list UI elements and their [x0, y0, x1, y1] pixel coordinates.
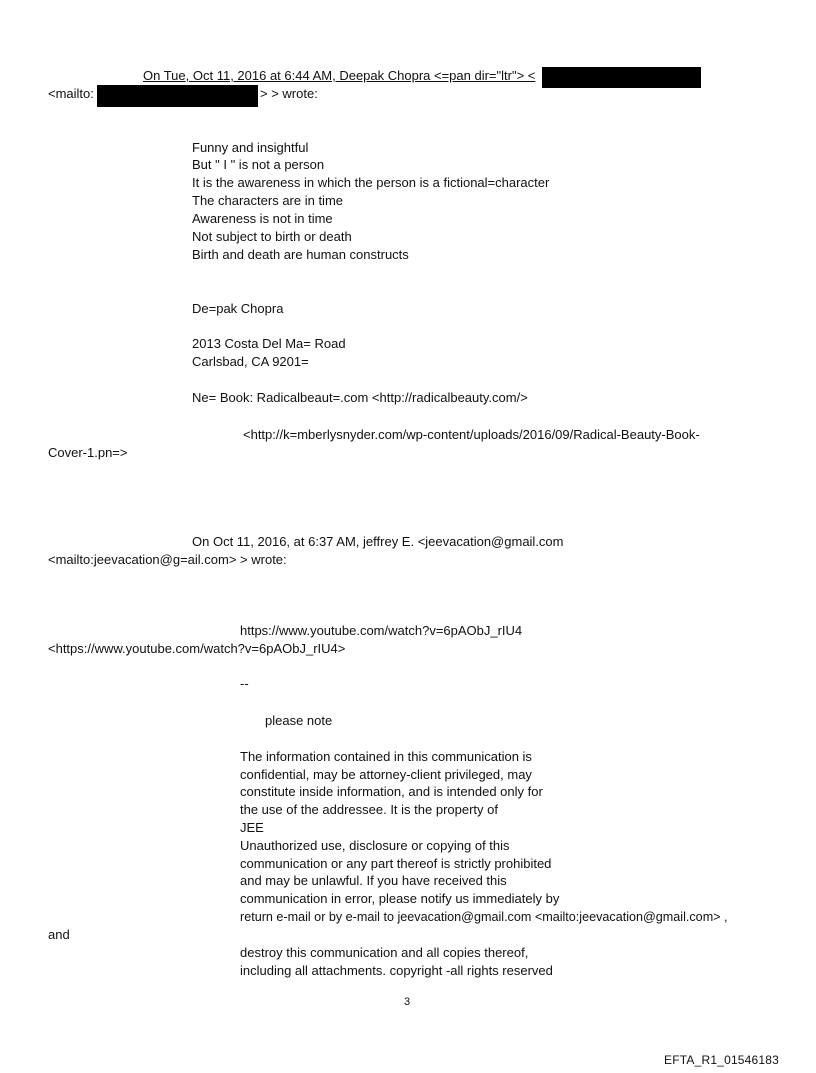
notice-line: constitute inside information, and is intended only for: [240, 784, 543, 799]
notice-line: Unauthorized use, disclosure or copying of this: [240, 838, 510, 853]
page-number: 3: [404, 996, 411, 1008]
document-id: EFTA_R1_01546183: [664, 1053, 780, 1067]
signature-address-2: Carlsbad, CA 9201=: [192, 354, 309, 369]
youtube-link: https://www.youtube.com/watch?v=6pAObJ_rIU4: [240, 623, 523, 638]
header1-wrote: > > wrote:: [260, 86, 318, 101]
signature-separator: --: [240, 676, 249, 691]
quote-line: The characters are in time: [192, 193, 344, 208]
youtube-link-bracketed: <https://www.youtube.com/watch?v=6pAObJ_rIU4>: [48, 641, 346, 656]
header2-line-2: <mailto:jeevacation@g=ail.com> > wrote:: [48, 552, 287, 567]
signature-address-1: 2013 Costa Del Ma= Road: [192, 336, 346, 351]
quote-line: Funny and insightful: [192, 140, 309, 155]
notice-line: The information contained in this communication is: [240, 749, 532, 764]
header1-mailto-prefix: <mailto:: [48, 86, 94, 101]
notice-line: and may be unlawful. If you have received this: [240, 873, 507, 888]
quote-line: Not subject to birth or death: [192, 229, 352, 244]
notice-line: confidential, may be attorney-client privileged, may: [240, 767, 532, 782]
signature-image-url: <http://k=mberlysnyder.com/wp-content/uploads/2016/09/Radical-Beauty-Book-: [243, 427, 700, 442]
please-note: please note: [265, 713, 333, 728]
header2-line-1: On Oct 11, 2016, at 6:37 AM, jeffrey E. <jeevacation@gmail.com: [192, 534, 564, 549]
quote-line: But " I " is not a person: [192, 157, 325, 172]
quote-line: Birth and death are human constructs: [192, 247, 409, 262]
notice-and: and: [48, 927, 70, 942]
notice-line: communication in error, please notify us immediately by: [240, 891, 560, 906]
notice-line: return e-mail or by e-mail to jeevacation@gmail.com <mailto:jeevacation@gmail.com> ,: [240, 910, 728, 924]
header1-on-line: [143, 68, 535, 84]
quote-line: It is the awareness in which the person is a fictional=character: [192, 175, 550, 190]
notice-line: the use of the addressee. It is the property of: [240, 802, 498, 817]
signature-book: Ne= Book: Radicalbeaut=.com <http://radicalbeauty.com/>: [192, 390, 528, 405]
redaction-box: [542, 67, 701, 88]
signature-image-url-cont: Cover-1.pn=>: [48, 445, 128, 460]
notice-line: communication or any part thereof is strictly prohibited: [240, 856, 552, 871]
notice-line: including all attachments. copyright -all rights reserved: [240, 963, 553, 978]
signature-name: De=pak Chopra: [192, 301, 284, 316]
quote-line: Awareness is not in time: [192, 211, 333, 226]
header1-on-text: On Tue, Oct 11, 2016 at 6:44 AM, Deepak Chopra <=pan dir="ltr"> <: [143, 68, 536, 83]
notice-line: destroy this communication and all copies thereof,: [240, 945, 529, 960]
redaction-box: [97, 85, 258, 107]
notice-line: JEE: [240, 820, 264, 835]
